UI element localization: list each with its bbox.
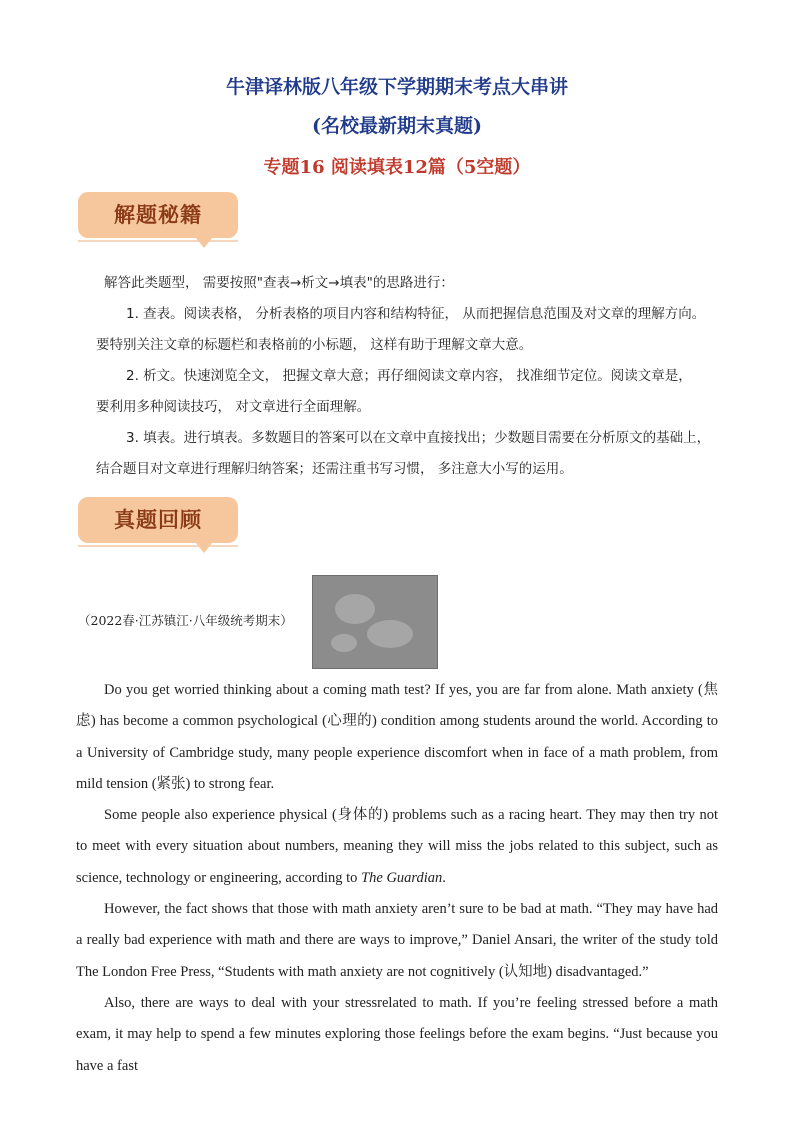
tips-line: 要特别关注文章的标题栏和表格前的小标题， 这样有助于理解文章大意。: [96, 337, 533, 353]
question-source: （2022春·江苏镇江·八年级统考期末）: [78, 613, 293, 628]
passage-text: .: [442, 869, 446, 886]
question-image: [312, 575, 438, 669]
image-detail: [367, 620, 413, 648]
tips-line: 结合题目对文章进行理解归纳答案；还需注重书写习惯， 多注意大小写的运用。: [96, 461, 573, 477]
badge-underline: [78, 545, 238, 547]
review-section-label: 真题回顾: [114, 508, 202, 532]
passage-text: Some people also experience physical (身体的) problems such as a racing heart. They may then try not to meet with every situation about numbers, meaning they will miss the jobs related to this subject, such as science, technology or engineering, according to: [76, 807, 718, 886]
image-detail: [331, 634, 357, 652]
image-detail: [335, 594, 375, 624]
publication-name: The Guardian: [361, 869, 443, 886]
passage-paragraph: Also, there are ways to deal with your stressrelated to math. If you’re feeling stressed before a math exam, it may help to spend a few minutes exploring those feelings before the exam begins. “Just because you have a fast: [76, 994, 718, 1074]
badge-pointer: [196, 238, 212, 248]
topic-heading: 专题16 阅读填表12篇（5空题）: [263, 157, 531, 178]
tips-intro: 解答此类题型， 需要按照"查表→析文→填表"的思路进行：: [104, 275, 454, 291]
tips-body: [96, 268, 736, 485]
tips-section-label: 解题秘籍: [114, 203, 202, 227]
tips-section-badge: [78, 192, 238, 242]
passage-paragraph: Do you get worried thinking about a coming math test? If yes, you are far from alone. Math anxiety (焦虑) has become a common psychological (心理的) condition among students around the world. According to a University of Cambridge study, many people experience discomfort when in face of a math problem, from mild tension (紧张) to strong fear.: [76, 682, 718, 792]
badge-pointer: [196, 543, 212, 553]
tips-line: 要利用多种阅读技巧， 对文章进行全面理解。: [96, 399, 371, 415]
reading-passage: [76, 675, 718, 1082]
document-subtitle: (名校最新期末真题): [312, 115, 482, 137]
tips-line: 1. 查表。阅读表格， 分析表格的项目内容和结构特征， 从而把握信息范围及对文章的理解方向。: [126, 306, 706, 322]
tips-line: 2. 析文。快速浏览全文， 把握文章大意；再仔细阅读文章内容， 找准细节定位。阅读文章是，: [126, 368, 692, 384]
document-title: 牛津译林版八年级下学期期末考点大串讲: [225, 76, 568, 98]
tips-line: 3. 填表。进行填表。多数题目的答案可以在文章中直接找出；少数题目需要在分析原文的基础上，: [126, 430, 711, 446]
badge-underline: [78, 240, 238, 242]
passage-paragraph: However, the fact shows that those with math anxiety aren’t sure to be bad at math. “They may have had a really bad experience with math and there are ways to improve,” Daniel Ansari, the writer of the study told The London Free Press, “Students with math anxiety are not cognitively (认知地) disadvantaged.”: [76, 901, 718, 980]
passage-paragraph: [76, 800, 718, 894]
review-section-badge: [78, 497, 238, 547]
